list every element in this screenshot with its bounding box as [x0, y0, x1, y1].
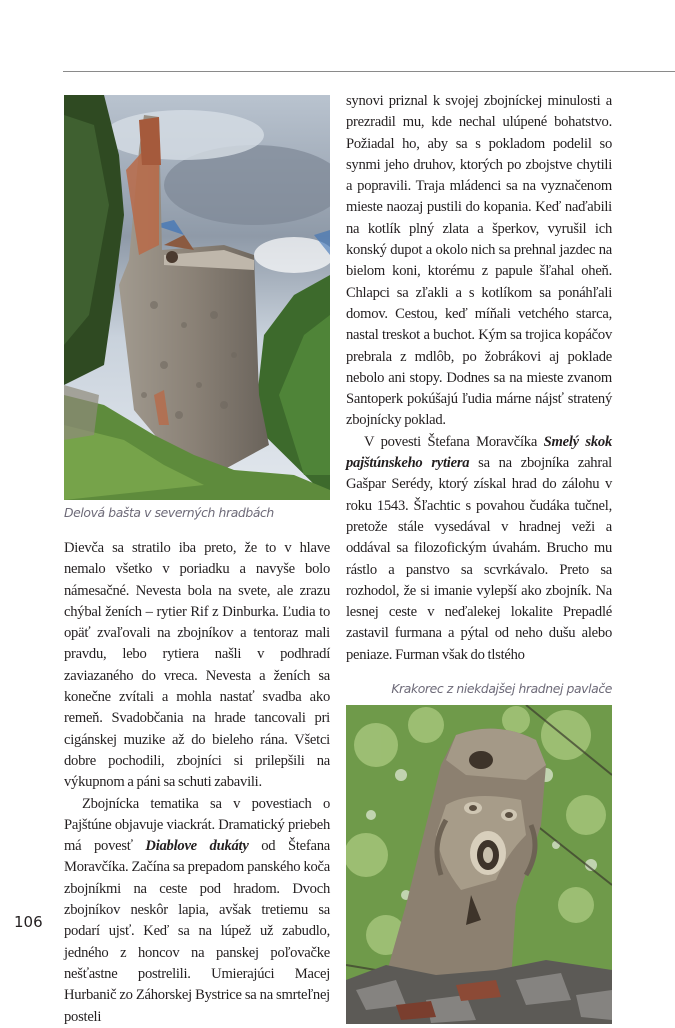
- story-title: Smelý skok pajštúnskeho rytiera: [346, 433, 612, 472]
- paragraph: Zbojnícka tematika sa v povestiach o Pajštúne objavuje viackrát. Dramatický priebeh má povesť Diablove dukáty od Štefana Moravčíka. Začína sa prepadom panského koča zbojníkmi na ceste pod hradom. Dvoch zbojníkov neskôr lapia, avšak tretiemu sa podarí ujsť. Keď sa na lúpež už zabudlo, jedného z honcov na panskej poľovačke nešťastne postrelili. Umierajúci Macej Hurbanič zo Záhorskej Bystrice sa na smrteľnej posteli: [64, 795, 330, 1025]
- left-text-column: [64, 538, 330, 1028]
- header-rule: [63, 71, 675, 72]
- paragraph: V povesti Štefana Moravčíka Smelý skok pajštúnskeho rytiera sa na zbojníka zahral Gašpar Serédy, ktorý získal hrad do zálohu v roku 1543. Šľachtic s povahou čudáka tučnel, pretože stále vysedával v hradnej veži a oddával sa filozofickým úvahám. Brucho mu rástlo a panstvo sa scvrkávalo. Preto sa rozhodol, že si imanie vylepší ako zbojník. Na lesnej ceste v neďalekej lokalite Prepadlé zastavil furmana a pýtal od neho dušu alebo peniaze. Furman však do tlstého: [346, 433, 612, 663]
- right-text-column: [346, 91, 612, 1024]
- figure-caption-left: Delová bašta v severných hradbách: [64, 505, 274, 520]
- bastion-photo: [64, 95, 330, 500]
- corbel-photo-image: [346, 705, 612, 1024]
- corbel-photo: [346, 705, 612, 1024]
- bastion-photo-image: [64, 95, 330, 500]
- paragraph: Dievča sa stratilo iba preto, že to v hlave nemalo všetko v poriadku a navyše bolo námesačné. Nevesta bola na svete, ale zrazu chýbal ženích – rytier Rif z Dinburka. Ľudia to opäť zvaľovali na zbojníkov a tentoraz mali pravdu, lebo rytiera našli v podhradí zaviazaného do vreca. Nevesta a ženích sa konečne zvítali a mohla nastať svadba ako remeň. Svadobčania na hrade tancovali pri cigánskej muzike až do bieleho rána. Všetci dobre pochodili, zbojníci si prilepšili na výkupnom a páni sa schuti zabavili.: [64, 540, 330, 791]
- page-number: 106: [14, 913, 43, 931]
- paragraph: synovi priznal k svojej zbojníckej minulosti a prezradil mu, kde nechal ulúpené bohatstvo. Požiadal ho, aby sa s pokladom podelil so synmi jeho druhov, ktorých po zbojstve chytili a popravili. Traja mládenci sa na vyznačenom mieste naozaj pustili do kopania. Keď naďabili na kotlík plný zlata a šperkov, vyrušil ich konský dupot a okolo nich sa prehnal jazdec na bielom koni, ktorému z papule šľahal oheň. Chlapci sa zľakli a s kotlíkom sa ponáhľali domov. Cestou, keď míňali vetchého starca, nastal treskot a buchot. Kým sa trojica kopáčov prebrala z mdlôb, po žobrákovi aj poklade nebolo ani stopy. Dodnes sa na mieste zvanom Santoperk pokúšajú ľudia márne nájsť stratený zbojnícky poklad.: [346, 93, 612, 429]
- figure-caption-right: Krakorec z niekdajšej hradnej pavlače: [391, 681, 612, 697]
- story-title: Diablove dukáty: [145, 838, 249, 855]
